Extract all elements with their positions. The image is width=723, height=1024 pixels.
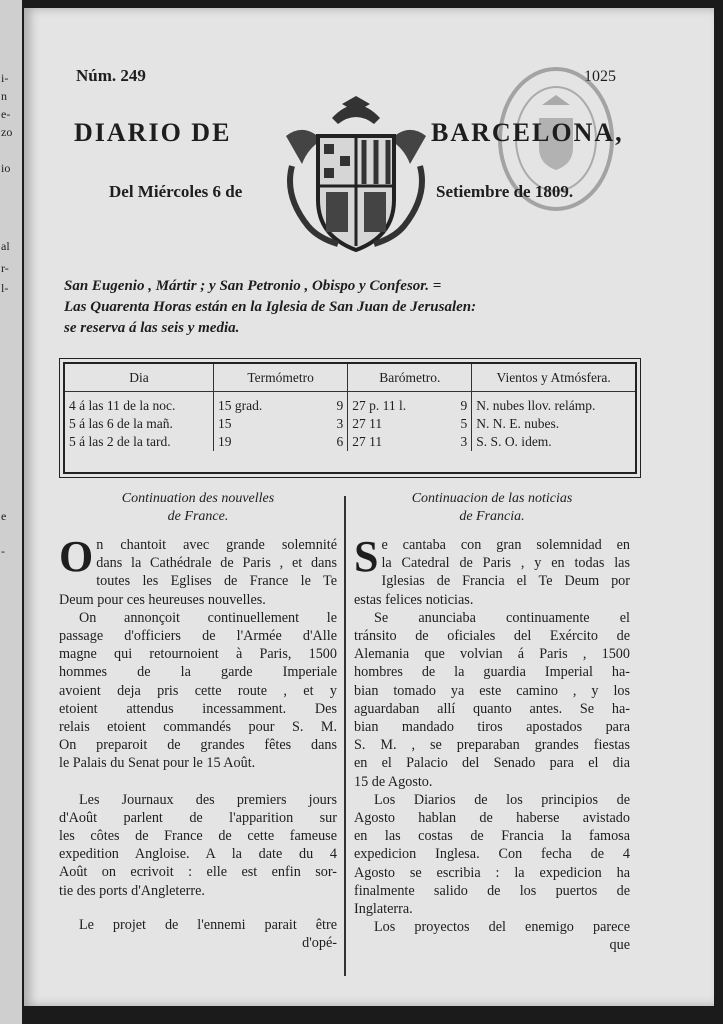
- text-line: aguardaban allí quanto antes. Se ha-: [354, 700, 630, 717]
- text-line: toutes les Eglises de France le Te: [96, 573, 337, 590]
- table-row: [65, 392, 635, 416]
- cell-wind: N. nubes llov. relámp.: [476, 398, 596, 413]
- text-line: Inglaterra.: [354, 901, 413, 918]
- issue-number: Núm. 249: [76, 66, 146, 85]
- text-line: le Palais du Senat pour le 15 Août.: [59, 755, 256, 772]
- text-line: Los Diarios de los principios de: [374, 791, 630, 808]
- text-line: relais etoient commandés pour S. M.: [59, 719, 337, 736]
- cell-day: 5 á las 2 de la tard.: [65, 433, 214, 451]
- saints-line: se reserva á las seis y media.: [64, 320, 240, 336]
- text-line: S. M. , se preparaban grandes fiestas: [354, 737, 630, 754]
- text-line: On annonçoit continuellement le: [79, 609, 337, 626]
- text-line: e cantaba con gran solemnidad en: [381, 537, 630, 553]
- text-line: en las costas de Francia la famosa: [354, 828, 630, 845]
- text-line: bian tomado ya este camino , y los: [354, 682, 630, 699]
- french-paragraph-3: [59, 791, 337, 900]
- french-column-heading: [59, 490, 337, 526]
- text-line: Alemania que volvian á Paris , 1500: [354, 646, 630, 663]
- cell-wind: N. N. E. nubes.: [476, 416, 560, 431]
- issue-date-right: Setiembre de 1809.: [436, 182, 574, 201]
- page-number: 1025: [584, 68, 616, 85]
- text-line: Iglesias de Francia el Te Deum por: [381, 573, 630, 590]
- adjacent-page-fragment: n: [1, 89, 7, 103]
- text-line: bian mandado tiros apostados para: [354, 719, 630, 736]
- text-line: Août on ecrivoit : elle est enfin sor-: [59, 864, 337, 881]
- col-header-wind: Vientos y Atmósfera.: [472, 364, 635, 392]
- french-column: [59, 490, 337, 952]
- heading-line: de France.: [167, 509, 229, 524]
- col-header-day: Dia: [65, 364, 214, 392]
- catchword: d'opé-: [302, 935, 337, 952]
- cell-temp-fraction: 3: [318, 415, 348, 433]
- text-line: dans la Cathédrale de Paris , et dans: [96, 555, 337, 572]
- issue-date-left: Del Miércoles 6 de: [109, 182, 243, 201]
- adjacent-page-fragment: l-: [1, 281, 9, 295]
- col-header-thermometer: Termómetro: [214, 364, 348, 392]
- heading-line: Continuation des nouvelles: [121, 491, 275, 506]
- weather-table: [63, 362, 637, 474]
- drop-cap: O: [59, 532, 94, 581]
- catchword: que: [609, 937, 630, 954]
- text-line: tie des ports d'Angleterre.: [59, 882, 205, 899]
- text-line: la Catedral de Paris , y en todas las: [381, 555, 630, 572]
- cell-day: 5 á las 6 de la mañ.: [65, 415, 214, 433]
- text-line: Deum pour ces heureuses nouvelles.: [59, 591, 266, 608]
- cell-temp-fraction: 6: [318, 433, 348, 451]
- text-line: etoient attendus incessamment. Des: [59, 700, 337, 717]
- masthead-title-right: BARCELONA,: [431, 118, 624, 147]
- adjacent-page-fragment: al: [1, 239, 10, 253]
- french-paragraph-2: [59, 609, 337, 773]
- saints-of-the-day: [64, 276, 669, 339]
- french-paragraph-4: [59, 916, 337, 934]
- table-row: [65, 433, 635, 451]
- adjacent-page-edge: [0, 0, 22, 1024]
- col-header-barometer: Barómetro.: [348, 364, 472, 392]
- text-line: expedition Angloise. A la date du 4: [59, 846, 337, 863]
- text-line: passage d'officiers de l'Armée d'Alle: [59, 628, 337, 645]
- text-line: magne qui retournoient à Paris, 1500: [59, 646, 337, 663]
- text-line: Agosto hablan de haberse avistado: [354, 810, 630, 827]
- saints-line: Las Quarenta Horas están en la Iglesia de San Juan de Jerusalen:: [64, 299, 477, 315]
- saints-line: San Eugenio , Mártir ; y San Petronio , Obispo y Confesor. =: [64, 278, 442, 294]
- adjacent-page-fragment: i-: [1, 71, 9, 85]
- spanish-paragraph-3: [354, 791, 630, 918]
- cell-baro-lines: 3: [447, 433, 471, 451]
- adjacent-page-fragment: -: [1, 544, 5, 558]
- text-line: estas felices noticias.: [354, 591, 474, 608]
- cell-baro: 27 11: [352, 434, 383, 449]
- text-line: Se anunciaba continuamente el: [374, 609, 630, 626]
- cell-wind: S. S. O. idem.: [476, 434, 552, 449]
- text-line: les côtes de France de cette fameuse: [59, 828, 337, 845]
- cell-temp-fraction: 9: [318, 392, 348, 416]
- heading-line: Continuacion de las noticias: [411, 491, 573, 506]
- text-line: expedicion Inglesa. Con fecha de 4: [354, 846, 630, 863]
- adjacent-page-fragment: e: [1, 509, 7, 523]
- text-line: Le projet de l'ennemi parait être: [79, 916, 337, 933]
- masthead-title-left: DIARIO DE: [74, 118, 232, 147]
- text-line: Les Journaux des premiers jours: [79, 791, 337, 808]
- spanish-column: [354, 490, 630, 955]
- weather-table-header: [65, 364, 635, 392]
- cell-baro-lines: 5: [447, 415, 471, 433]
- spanish-column-heading: [354, 490, 630, 526]
- spanish-paragraph-4: [354, 918, 630, 936]
- text-line: On preparoit de grandes fêtes dans: [59, 737, 337, 754]
- text-line: d'Août parlent de l'apparition sur: [59, 809, 337, 826]
- cell-baro-lines: 9: [447, 392, 471, 416]
- adjacent-page-fragment: e-: [1, 107, 11, 121]
- text-line: tránsito de oficiales del Exército de: [354, 628, 630, 645]
- cell-temp: 15 grad.: [218, 398, 263, 413]
- newspaper-page: [24, 8, 714, 1006]
- heading-line: de Francia.: [459, 509, 525, 524]
- cell-temp: 19: [218, 434, 232, 449]
- text-line: n chantoit avec grande solemnité: [96, 537, 337, 553]
- adjacent-page-fragment: zo: [1, 125, 13, 139]
- spanish-paragraph-1: [354, 532, 630, 609]
- text-line: Los proyectos del enemigo parece: [374, 919, 630, 936]
- text-line: en el Palacio del Senado para el dia: [354, 755, 630, 772]
- coat-of-arms-icon: [282, 96, 430, 254]
- french-paragraph-1: [59, 532, 337, 609]
- cell-temp: 15: [218, 416, 232, 431]
- cell-baro: 27 p. 11 l.: [352, 398, 407, 413]
- text-line: avoient deja pris cette route , et y: [59, 682, 337, 699]
- adjacent-page-fragment: r-: [1, 261, 9, 275]
- cell-baro: 27 11: [352, 416, 383, 431]
- adjacent-page-fragment: io: [1, 161, 11, 175]
- table-row: [65, 415, 635, 433]
- text-line: 15 de Agosto.: [354, 773, 433, 790]
- cell-day: 4 á las 11 de la noc.: [65, 392, 214, 416]
- text-line: hombres de la guardia Imperial ha-: [354, 664, 630, 681]
- spanish-paragraph-2: [354, 609, 630, 791]
- text-line: Agosto se escribia : la expedicion ha: [354, 864, 630, 881]
- text-line: hommes de la garde Imperiale: [59, 664, 337, 681]
- column-divider: [344, 496, 346, 976]
- text-line: finalmente salido de los puertos de: [354, 882, 630, 899]
- drop-cap: S: [354, 532, 379, 581]
